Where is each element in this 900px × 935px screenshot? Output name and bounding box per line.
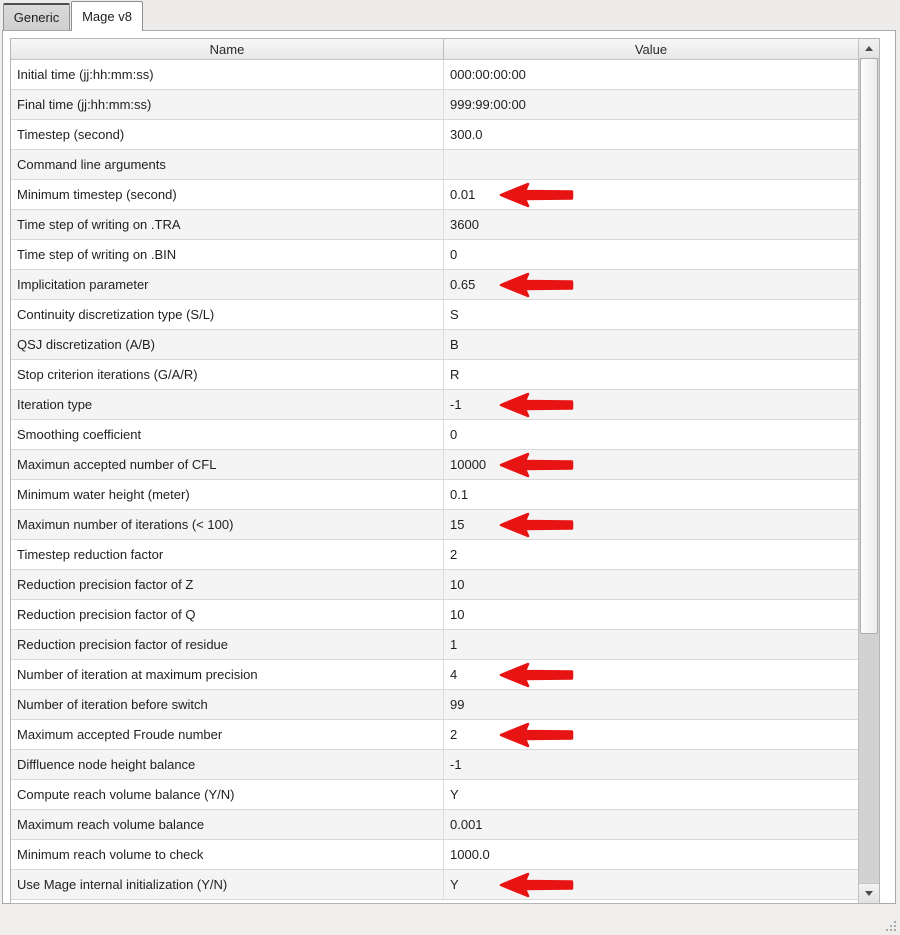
row-value-text: 2 bbox=[450, 727, 458, 742]
row-name: Final time (jj:hh:mm:ss) bbox=[11, 90, 444, 119]
row-value-text: 0.1 bbox=[450, 487, 469, 502]
table-row[interactable] bbox=[11, 300, 858, 330]
row-name: Minimum water height (meter) bbox=[11, 480, 444, 509]
row-value-text: 3600 bbox=[450, 217, 479, 232]
row-value-text: -1 bbox=[450, 757, 462, 772]
row-value-text: S bbox=[450, 307, 459, 322]
triangle-up-icon bbox=[865, 46, 873, 51]
row-value[interactable] bbox=[444, 480, 858, 509]
table-row[interactable] bbox=[11, 480, 858, 510]
table-row[interactable] bbox=[11, 690, 858, 720]
row-value[interactable] bbox=[444, 150, 858, 179]
row-value[interactable] bbox=[444, 780, 858, 809]
properties-table bbox=[10, 38, 880, 904]
row-name: QSJ discretization (A/B) bbox=[11, 330, 444, 359]
row-name: Iteration type bbox=[11, 390, 444, 419]
partial-row bbox=[11, 900, 858, 903]
triangle-down-icon bbox=[865, 891, 873, 896]
row-value-text: 1000.0 bbox=[450, 847, 490, 862]
row-value[interactable] bbox=[444, 810, 858, 839]
row-value[interactable] bbox=[444, 330, 858, 359]
row-name: Number of iteration before switch bbox=[11, 690, 444, 719]
table-row[interactable] bbox=[11, 240, 858, 270]
row-value-text: 0.65 bbox=[450, 277, 476, 292]
table-row[interactable] bbox=[11, 840, 858, 870]
row-value[interactable] bbox=[444, 210, 858, 239]
table-row[interactable] bbox=[11, 150, 858, 180]
row-value-text: 0.001 bbox=[450, 817, 483, 832]
row-value-text: 10 bbox=[450, 607, 465, 622]
row-value[interactable] bbox=[444, 270, 858, 299]
row-name: Reduction precision factor of Z bbox=[11, 570, 444, 599]
row-value-text: -1 bbox=[450, 397, 462, 412]
tab-mage-v8-label: Mage v8 bbox=[82, 9, 132, 24]
red-left-arrow-icon bbox=[499, 392, 577, 418]
table-row[interactable] bbox=[11, 630, 858, 660]
row-value-text: 10 bbox=[450, 577, 465, 592]
row-value-text: 4 bbox=[450, 667, 458, 682]
row-name: Maximun accepted number of CFL bbox=[11, 450, 444, 479]
row-value-text: R bbox=[450, 367, 460, 382]
row-value[interactable] bbox=[444, 600, 858, 629]
red-left-arrow-icon bbox=[499, 662, 577, 688]
row-value[interactable] bbox=[444, 750, 858, 779]
tab-mage-v8[interactable] bbox=[71, 1, 143, 31]
table-row[interactable] bbox=[11, 510, 858, 540]
row-value[interactable] bbox=[444, 660, 858, 689]
table-row[interactable] bbox=[11, 120, 858, 150]
tab-bar bbox=[0, 0, 900, 30]
row-name: Smoothing coefficient bbox=[11, 420, 444, 449]
table-row[interactable] bbox=[11, 180, 858, 210]
row-value[interactable] bbox=[444, 510, 858, 539]
row-value[interactable] bbox=[444, 870, 858, 899]
row-value-text: Y bbox=[450, 787, 459, 802]
row-name: Reduction precision factor of Q bbox=[11, 600, 444, 629]
row-name: Maximun number of iterations (< 100) bbox=[11, 510, 444, 539]
table-row[interactable] bbox=[11, 330, 858, 360]
tab-page bbox=[2, 30, 896, 904]
row-name: Use Mage internal initialization (Y/N) bbox=[11, 870, 444, 899]
table-row[interactable] bbox=[11, 720, 858, 750]
row-value[interactable] bbox=[444, 690, 858, 719]
row-value-text: 0.01 bbox=[450, 187, 476, 202]
row-name: Reduction precision factor of residue bbox=[11, 630, 444, 659]
red-left-arrow-icon bbox=[499, 872, 577, 898]
row-name: Continuity discretization type (S/L) bbox=[11, 300, 444, 329]
table-header bbox=[11, 39, 858, 60]
scrollbar-up-button[interactable] bbox=[859, 39, 879, 59]
table-row[interactable] bbox=[11, 390, 858, 420]
red-left-arrow-icon bbox=[499, 452, 577, 478]
row-value[interactable] bbox=[444, 840, 858, 869]
row-value-text: 0 bbox=[450, 247, 458, 262]
row-name: Diffluence node height balance bbox=[11, 750, 444, 779]
row-name: Stop criterion iterations (G/A/R) bbox=[11, 360, 444, 389]
column-header-name[interactable]: Name bbox=[11, 39, 444, 59]
table-row[interactable] bbox=[11, 60, 858, 90]
row-value[interactable] bbox=[444, 360, 858, 389]
row-value-text: 15 bbox=[450, 517, 465, 532]
table-row[interactable] bbox=[11, 570, 858, 600]
resize-grip[interactable] bbox=[882, 917, 897, 932]
row-value-text: B bbox=[450, 337, 459, 352]
row-name: Number of iteration at maximum precision bbox=[11, 660, 444, 689]
row-name: Initial time (jj:hh:mm:ss) bbox=[11, 60, 444, 89]
row-value[interactable] bbox=[444, 390, 858, 419]
row-value-text: 300.0 bbox=[450, 127, 483, 142]
row-value[interactable] bbox=[444, 90, 858, 119]
row-value[interactable] bbox=[444, 570, 858, 599]
table-row[interactable] bbox=[11, 870, 858, 900]
row-name: Maximum accepted Froude number bbox=[11, 720, 444, 749]
red-left-arrow-icon bbox=[499, 272, 577, 298]
row-value[interactable] bbox=[444, 300, 858, 329]
column-header-value[interactable]: Value bbox=[634, 41, 668, 57]
row-value[interactable] bbox=[444, 720, 858, 749]
row-value[interactable] bbox=[444, 180, 858, 209]
row-value-text: 0 bbox=[450, 427, 458, 442]
row-value[interactable] bbox=[444, 450, 858, 479]
table-row[interactable] bbox=[11, 750, 858, 780]
table-row[interactable] bbox=[11, 270, 858, 300]
table-row[interactable] bbox=[11, 600, 858, 630]
table-body bbox=[11, 60, 858, 903]
table-row[interactable] bbox=[11, 660, 858, 690]
row-value-text: 99 bbox=[450, 697, 465, 712]
red-left-arrow-icon bbox=[499, 722, 577, 748]
vertical-scrollbar[interactable] bbox=[858, 39, 879, 903]
row-value[interactable] bbox=[444, 540, 858, 569]
table-row[interactable] bbox=[11, 540, 858, 570]
table-row[interactable] bbox=[11, 210, 858, 240]
row-name: Timestep (second) bbox=[11, 120, 444, 149]
tab-generic-label: Generic bbox=[13, 10, 60, 25]
row-name: Command line arguments bbox=[11, 150, 444, 179]
table-row[interactable] bbox=[11, 810, 858, 840]
row-value[interactable] bbox=[444, 240, 858, 269]
row-value-text: 1 bbox=[450, 637, 458, 652]
row-value-text: 000:00:00:00 bbox=[450, 67, 526, 82]
row-name: Time step of writing on .BIN bbox=[11, 240, 444, 269]
row-name: Minimum timestep (second) bbox=[11, 180, 444, 209]
red-left-arrow-icon bbox=[499, 512, 577, 538]
table-row[interactable] bbox=[11, 90, 858, 120]
table-row[interactable] bbox=[11, 780, 858, 810]
row-value-text: 10000 bbox=[450, 457, 487, 472]
row-name: Timestep reduction factor bbox=[11, 540, 444, 569]
row-name: Time step of writing on .TRA bbox=[11, 210, 444, 239]
row-name: Minimum reach volume to check bbox=[11, 840, 444, 869]
row-value[interactable] bbox=[444, 60, 858, 89]
row-value[interactable] bbox=[444, 420, 858, 449]
row-value-text: Y bbox=[450, 877, 459, 892]
red-left-arrow-icon bbox=[499, 182, 577, 208]
row-name: Compute reach volume balance (Y/N) bbox=[11, 780, 444, 809]
row-value[interactable] bbox=[444, 120, 858, 149]
row-name: Implicitation parameter bbox=[11, 270, 444, 299]
scrollbar-thumb[interactable] bbox=[860, 58, 878, 634]
row-name: Maximum reach volume balance bbox=[11, 810, 444, 839]
row-value[interactable] bbox=[444, 630, 858, 659]
scrollbar-down-button[interactable] bbox=[859, 883, 879, 903]
table-row[interactable] bbox=[11, 420, 858, 450]
table-row[interactable] bbox=[11, 360, 858, 390]
row-value-text: 999:99:00:00 bbox=[450, 97, 526, 112]
table-row[interactable] bbox=[11, 450, 858, 480]
tab-generic[interactable] bbox=[3, 3, 70, 30]
row-value-text: 2 bbox=[450, 547, 458, 562]
